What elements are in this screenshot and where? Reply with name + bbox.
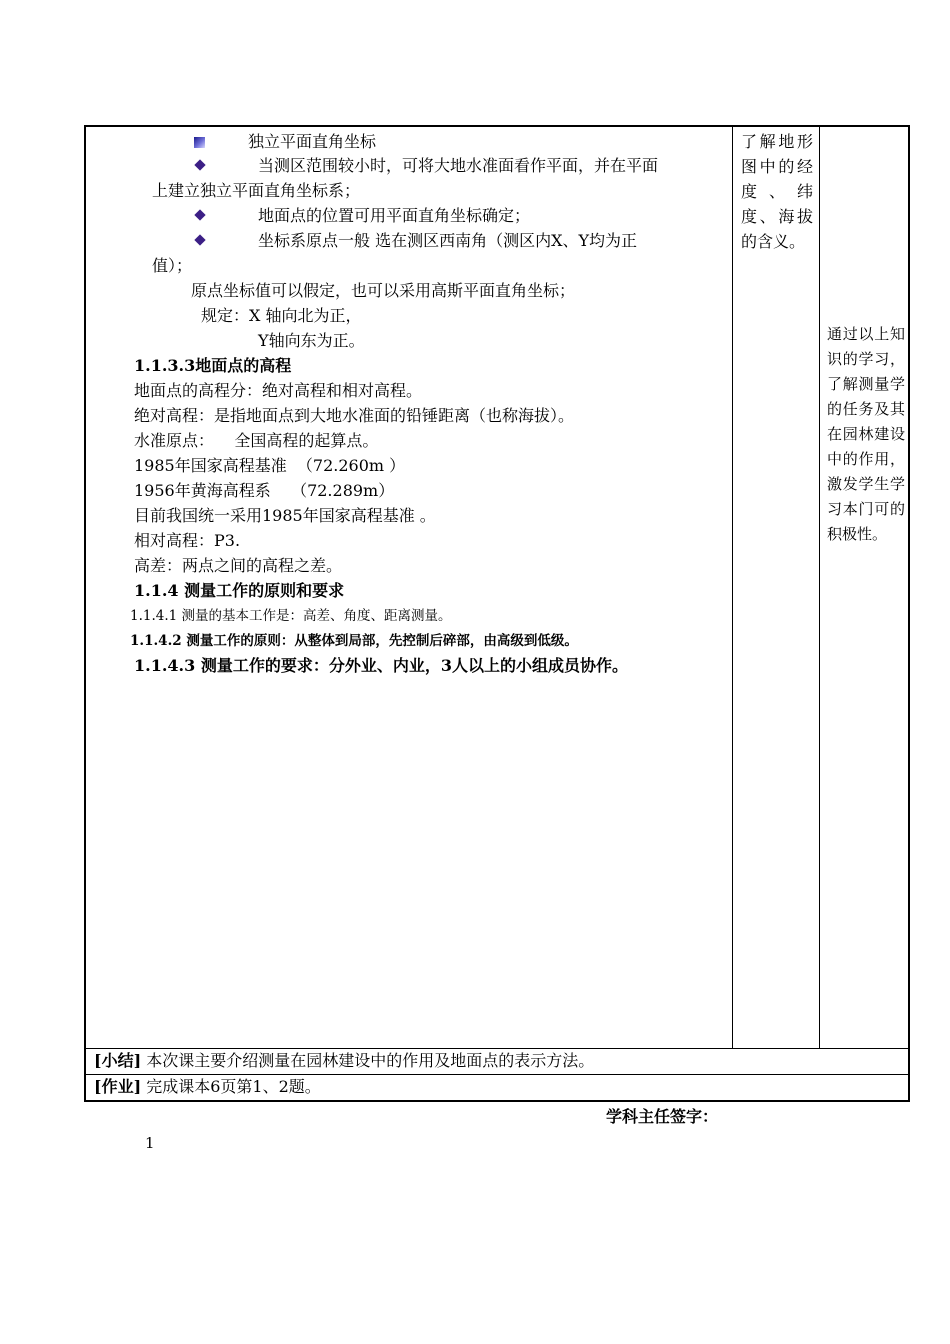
summary-row [94,1050,594,1072]
text-line: 1.1.4.2 测量工作的原则：从整体到局部，先控制后碎部，由高级到低级。 [130,633,578,649]
section-heading: 1.1.3.3地面点的高程 [134,356,292,375]
text-line: 当测区范围较小时，可将大地水准面看作平面，并在平面 [258,156,659,175]
text-line: 1.1.4.3 测量工作的要求：分外业、内业，3人以上的小组成员协作。 [134,656,628,675]
summary-label: [小结] [94,1051,142,1070]
text-line: 独立平面直角坐标 [248,132,377,151]
text-line: 目前我国统一采用1985年国家高程基准 。 [134,506,436,525]
diamond-bullet-icon [194,209,205,220]
objective-column: 了解地形图中的经度、纬度、海拔的含义。 [741,132,813,251]
purpose-column: 通过以上知识的学习，了解测量学的任务及其在园林建设中的作用，激发学生学习本门可的积极性。 [827,325,905,543]
column-divider-2 [819,127,820,1049]
text-line: 地面点的高程分：绝对高程和相对高程。 [134,381,423,400]
row-divider-homework [86,1074,908,1075]
summary-text: 本次课主要介绍测量在园林建设中的作用及地面点的表示方法。 [141,1051,595,1070]
text-line: Y轴向东为正。 [258,331,365,350]
diamond-bullet-icon [194,159,205,170]
homework-row [94,1076,321,1098]
column-divider-1 [732,127,733,1049]
square-bullet-icon [194,137,205,148]
text-line: 值）； [152,256,193,275]
row-divider-summary [86,1048,908,1049]
homework-text: 完成课本6页第1、2题。 [141,1077,321,1096]
text-line: 高差：两点之间的高程之差。 [134,556,343,575]
diamond-bullet-icon [194,234,205,245]
text-line: 1985年国家高程基准 （72.260m ） [134,456,406,475]
lesson-table [84,125,910,1102]
text-line: 水准原点： 全国高程的起算点。 [134,431,379,450]
text-line: 地面点的位置可用平面直角坐标确定； [258,206,531,225]
text-line: 规定：X 轴向北为正， [201,306,362,325]
section-heading: 1.1.4 测量工作的原则和要求 [134,581,345,600]
signature-label: 学科主任签字： [606,1107,719,1126]
text-line: 绝对高程：是指地面点到大地水准面的铅锤距离（也称海拔）。 [134,406,575,425]
text-line: 上建立独立平面直角坐标系； [152,181,361,200]
text-line: 1956年黄海高程系 （72.289m） [134,481,395,500]
text-line: 坐标系原点一般 选在测区西南角（测区内X、Y均为正 [258,231,638,250]
text-line: 相对高程：P3. [134,531,241,550]
text-line: 原点坐标值可以假定，也可以采用高斯平面直角坐标； [191,281,576,300]
text-line: 1.1.4.1 测量的基本工作是：高差、角度、距离测量。 [130,608,452,624]
homework-label: [作业] [94,1077,142,1096]
page-number: 1 [145,1134,155,1152]
